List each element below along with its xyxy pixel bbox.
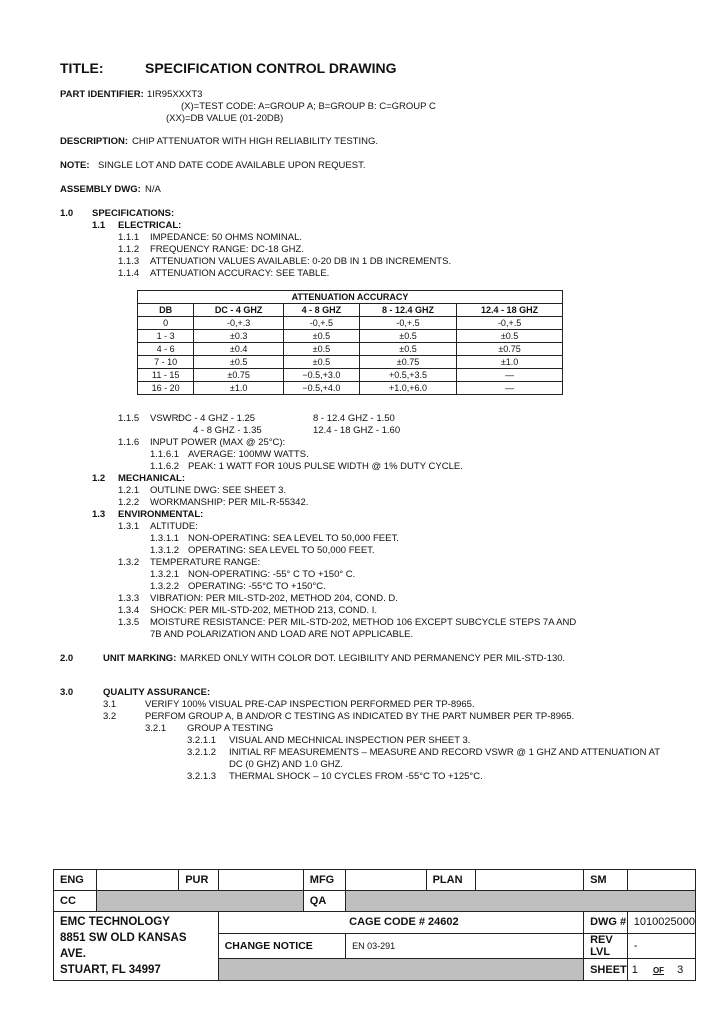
- description-value: CHIP ATTENUATOR WITH HIGH RELIABILITY TESTING.: [132, 136, 378, 147]
- item-text: WORKMANSHIP: PER MIL-R-55342.: [150, 497, 309, 508]
- table-cell: -0,+.5: [283, 317, 359, 330]
- attenuation-table: [137, 290, 563, 395]
- table-cell: ±0.5: [359, 343, 456, 356]
- table-cell: ±0.5: [457, 330, 563, 343]
- item-text: IMPEDANCE: 50 OHMS NOMINAL.: [150, 232, 303, 243]
- subsection-heading: MECHANICAL:: [118, 473, 186, 484]
- vswr-value: 12.4 - 18 GHZ - 1.60: [313, 425, 401, 436]
- part-identifier-line3: (XX)=DB VALUE (01-20DB): [166, 113, 284, 124]
- item-text-continued: 7B AND POLARIZATION AND LOAD ARE NOT APPLICABLE.: [150, 629, 414, 640]
- part-identifier-value: 1IR95XXXT3: [147, 89, 203, 100]
- sheet-of: OF: [652, 965, 665, 975]
- signoff-row: [54, 891, 696, 912]
- rev-level-label: REV LVL: [584, 933, 628, 959]
- subsection-number: 1.1: [92, 220, 106, 231]
- column-header: 8 - 12.4 GHZ: [359, 304, 456, 317]
- assembly-label: ASSEMBLY DWG:: [60, 184, 141, 195]
- note-label: NOTE:: [60, 160, 90, 171]
- assembly-value: N/A: [145, 184, 161, 195]
- change-notice-value: EN 03-291: [346, 933, 584, 959]
- table-cell: -0,+.5: [359, 317, 456, 330]
- part-identifier-line2: (X)=TEST CODE: A=GROUP A; B=GROUP B: C=GROUP C: [181, 101, 436, 112]
- table-cell: 11 - 15: [138, 369, 194, 382]
- subitem-text: AVERAGE: 100MW WATTS.: [188, 449, 309, 460]
- sheet-value: [627, 959, 695, 981]
- vswr-label: VSWR:: [150, 413, 182, 424]
- item-number: 1.3.3: [118, 593, 140, 604]
- section-heading: QUALITY ASSURANCE:: [103, 687, 211, 698]
- subsection-heading: ENVIRONMENTAL:: [118, 509, 204, 520]
- table-cell: 16 - 20: [138, 382, 194, 395]
- table-row: [138, 369, 563, 382]
- table-cell: —: [457, 382, 563, 395]
- item-text: ATTENUATION ACCURACY: SEE TABLE.: [150, 268, 330, 279]
- pur-label: PUR: [179, 870, 218, 891]
- item-number: 1.3.2: [118, 557, 140, 568]
- table-cell: ±0.3: [194, 330, 284, 343]
- dwg-value: 1010025000: [627, 912, 695, 934]
- subitem-text: VISUAL AND MECHNICAL INSPECTION PER SHEET 3.: [229, 735, 471, 746]
- item-text: ALTITUDE:: [150, 521, 198, 532]
- subitem-number: 3.2.1.3: [187, 771, 217, 782]
- table-cell: 0: [138, 317, 194, 330]
- sm-label: SM: [584, 870, 628, 891]
- plan-signature: [475, 870, 583, 891]
- info-row: [54, 912, 696, 934]
- section-number: 1.0: [60, 208, 74, 219]
- table-cell: ±0.75: [359, 356, 456, 369]
- table-cell: ±0.75: [194, 369, 284, 382]
- item-number: 1.1.5: [118, 413, 140, 424]
- table-cell: −0.5,+4.0: [283, 382, 359, 395]
- subitem-number: 1.3.1.1: [150, 533, 180, 544]
- table-cell: ±0.5: [194, 356, 284, 369]
- subitem-text: NON-OPERATING: SEA LEVEL TO 50,000 FEET.: [188, 533, 399, 544]
- column-header: 12.4 - 18 GHZ: [457, 304, 563, 317]
- sheet-label: SHEET: [584, 959, 628, 981]
- qa-label: QA: [303, 891, 345, 912]
- section-number: 3.0: [60, 687, 74, 698]
- item-text: VIBRATION: PER MIL-STD-202, METHOD 204, COND. D.: [150, 593, 398, 604]
- subitem-number: 1.1.6.1: [150, 449, 180, 460]
- vswr-value: 8 - 12.4 GHZ - 1.50: [313, 413, 395, 424]
- vswr-value: DC - 4 GHZ - 1.25: [178, 413, 256, 424]
- subitem-number: 3.2.1.2: [187, 747, 217, 758]
- table-row: [138, 356, 563, 369]
- table-cell: ±1.0: [457, 356, 563, 369]
- cc-label: CC: [54, 891, 97, 912]
- item-number: 3.1: [103, 699, 117, 710]
- table-cell: ±0.4: [194, 343, 284, 356]
- change-notice-label: CHANGE NOTICE: [218, 933, 345, 959]
- subitem-text: INITIAL RF MEASUREMENTS – MEASURE AND RECORD VSWR @ 1 GHZ AND ATTENUATION AT: [229, 747, 661, 758]
- subitem-number: 1.1.6.2: [150, 461, 180, 472]
- part-identifier-label: PART IDENTIFIER:: [60, 89, 144, 100]
- table-cell: −0.5,+3.0: [283, 369, 359, 382]
- eng-signature: [97, 870, 179, 891]
- item-number: 1.1.1: [118, 232, 140, 243]
- item-number: 1.3.4: [118, 605, 140, 616]
- blank-shaded-cell: [218, 959, 583, 981]
- section-heading: SPECIFICATIONS:: [92, 208, 175, 219]
- item-number: 1.1.2: [118, 244, 140, 255]
- description-label: DESCRIPTION:: [60, 136, 129, 147]
- subitem-text: THERMAL SHOCK – 10 CYCLES FROM -55°C TO +125°C.: [229, 771, 483, 782]
- subsection-number: 1.2: [92, 473, 106, 484]
- table-cell: 4 - 6: [138, 343, 194, 356]
- table-cell: -0,+.5: [457, 317, 563, 330]
- item-number: 1.2.1: [118, 485, 140, 496]
- subitem-text: OPERATING: SEA LEVEL TO 50,000 FEET.: [188, 545, 375, 556]
- subitem-number: 3.2.1.1: [187, 735, 217, 746]
- item-number: 1.3.5: [118, 617, 140, 628]
- title-block: [53, 869, 696, 981]
- company-block: [54, 912, 219, 981]
- page-title: SPECIFICATION CONTROL DRAWING: [145, 60, 397, 76]
- company-address: 8851 SW OLD KANSAS AVE.: [60, 932, 187, 960]
- subitem-number: 1.3.1.2: [150, 545, 180, 556]
- item-text: VERIFY 100% VISUAL PRE-CAP INSPECTION PERFORMED PER TP-8965.: [145, 699, 475, 710]
- table-cell: -0,+.3: [194, 317, 284, 330]
- cage-code: CAGE CODE # 24602: [218, 912, 583, 934]
- qa-signature: [346, 891, 696, 912]
- vswr-value: 4 - 8 GHZ - 1.35: [193, 425, 262, 436]
- cc-signature: [97, 891, 303, 912]
- table-row: [138, 343, 563, 356]
- dwg-label: DWG #: [584, 912, 628, 934]
- item-number: 1.1.4: [118, 268, 140, 279]
- note-value: SINGLE LOT AND DATE CODE AVAILABLE UPON REQUEST.: [98, 160, 366, 171]
- item-number: 1.1.6: [118, 437, 140, 448]
- sm-signature: [627, 870, 695, 891]
- column-header: 4 - 8 GHZ: [283, 304, 359, 317]
- item-number: 1.2.2: [118, 497, 140, 508]
- table-cell: +1.0,+6.0: [359, 382, 456, 395]
- item-text: ATTENUATION VALUES AVAILABLE: 0-20 DB IN 1 DB INCREMENTS.: [150, 256, 452, 267]
- table-cell: ±1.0: [194, 382, 284, 395]
- item-number: 3.2.1: [145, 723, 167, 734]
- section-text: MARKED ONLY WITH COLOR DOT. LEGIBILITY AND PERMANENCY PER MIL-STD-130.: [180, 653, 566, 664]
- subsection-heading: ELECTRICAL:: [118, 220, 182, 231]
- eng-label: ENG: [54, 870, 97, 891]
- subitem-text-continued: DC (0 GHZ) AND 1.0 GHZ.: [229, 759, 344, 770]
- item-number: 1.3.1: [118, 521, 140, 532]
- subsection-number: 1.3: [92, 509, 106, 520]
- table-cell: ±0.75: [457, 343, 563, 356]
- subitem-text: PEAK: 1 WATT FOR 10US PULSE WIDTH @ 1% DUTY CYCLE.: [188, 461, 463, 472]
- item-text: INPUT POWER (MAX @ 25°C):: [150, 437, 286, 448]
- column-header: DB: [138, 304, 194, 317]
- table-cell: 7 - 10: [138, 356, 194, 369]
- table-cell: ±0.5: [359, 330, 456, 343]
- item-text: MOISTURE RESISTANCE: PER MIL-STD-202, METHOD 106 EXCEPT SUBCYCLE STEPS 7A AND: [150, 617, 577, 628]
- item-number: 1.1.3: [118, 256, 140, 267]
- table-header-row: [138, 304, 563, 317]
- item-text: OUTLINE DWG: SEE SHEET 3.: [150, 485, 287, 496]
- table-row: [138, 330, 563, 343]
- table-cell: —: [457, 369, 563, 382]
- title-label: TITLE:: [60, 60, 104, 76]
- signoff-row: [54, 870, 696, 891]
- sheet-number: 1: [631, 963, 638, 976]
- section-number: 2.0: [60, 653, 74, 664]
- table-cell: ±0.5: [283, 330, 359, 343]
- sheet-total: 3: [677, 963, 684, 976]
- item-text: SHOCK: PER MIL-STD-202, METHOD 213, COND. I.: [150, 605, 377, 616]
- rev-level-value: -: [627, 933, 695, 959]
- item-number: 3.2: [103, 711, 117, 722]
- table-cell: ±0.5: [283, 343, 359, 356]
- item-text: PERFOM GROUP A, B AND/OR C TESTING AS INDICATED BY THE PART NUMBER PER TP-8965.: [145, 711, 575, 722]
- mfg-label: MFG: [303, 870, 345, 891]
- table-row: [138, 382, 563, 395]
- subitem-text: OPERATING: -55°C TO +150°C.: [188, 581, 326, 592]
- item-text: FREQUENCY RANGE: DC-18 GHZ.: [150, 244, 304, 255]
- plan-label: PLAN: [426, 870, 475, 891]
- item-text: GROUP A TESTING: [187, 723, 274, 734]
- table-cell: ±0.5: [283, 356, 359, 369]
- section-heading: UNIT MARKING:: [103, 653, 177, 664]
- column-header: DC - 4 GHZ: [194, 304, 284, 317]
- subitem-text: NON-OPERATING: -55° C TO +150° C.: [188, 569, 356, 580]
- company-city: STUART, FL 34997: [60, 964, 161, 976]
- pur-signature: [218, 870, 303, 891]
- company-name: EMC TECHNOLOGY: [60, 916, 170, 928]
- mfg-signature: [346, 870, 427, 891]
- subitem-number: 1.3.2.1: [150, 569, 180, 580]
- table-title: ATTENUATION ACCURACY: [138, 291, 563, 304]
- table-row: [138, 317, 563, 330]
- table-cell: 1 - 3: [138, 330, 194, 343]
- subitem-number: 1.3.2.2: [150, 581, 180, 592]
- table-cell: +0.5,+3.5: [359, 369, 456, 382]
- item-text: TEMPERATURE RANGE:: [150, 557, 261, 568]
